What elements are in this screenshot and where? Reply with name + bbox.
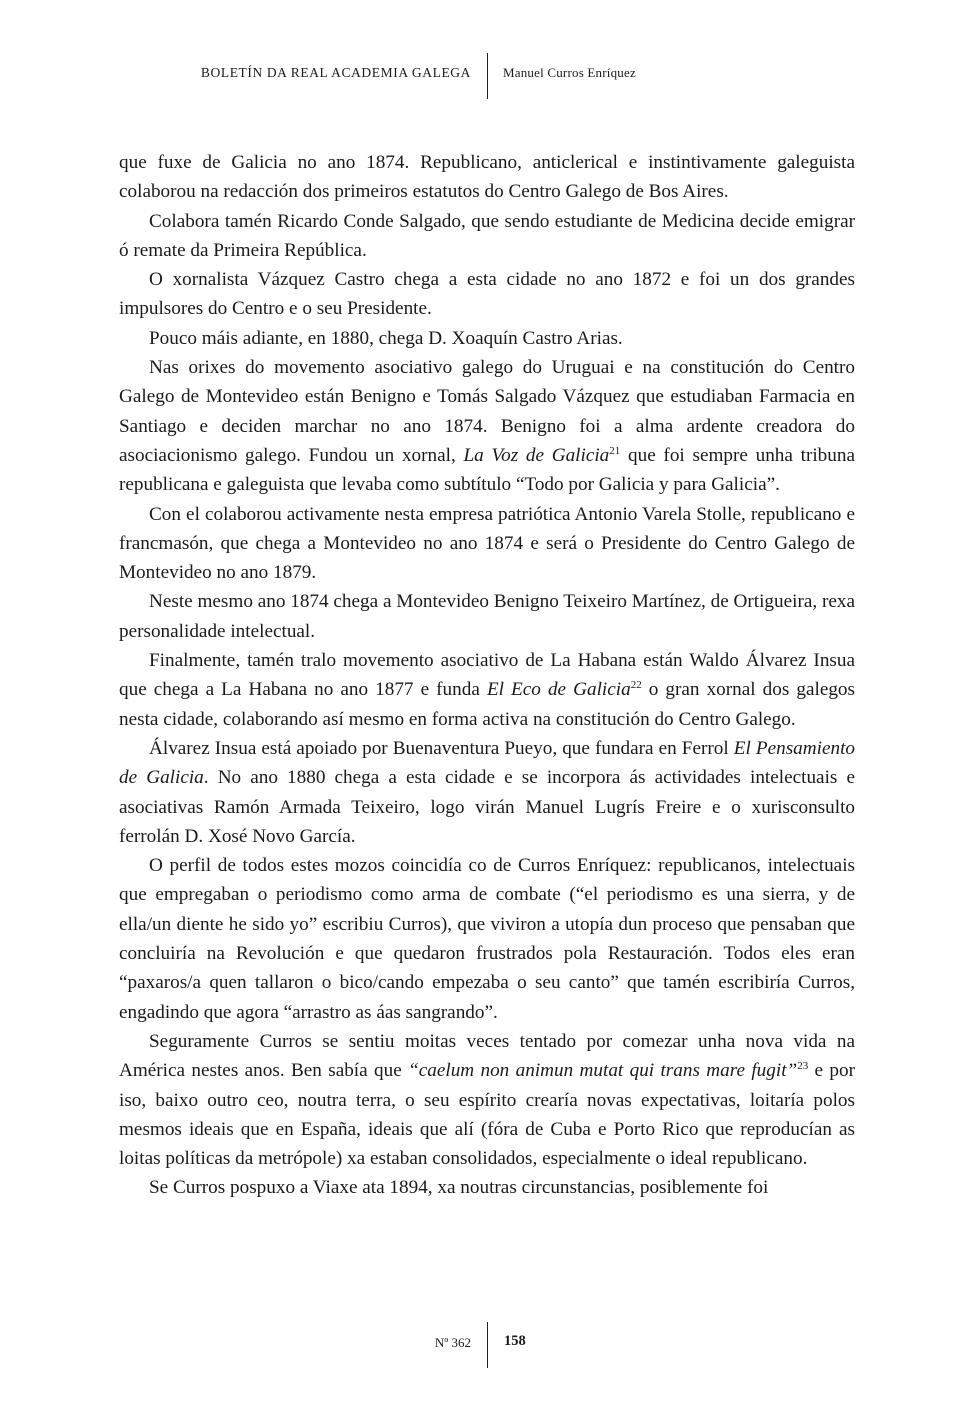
footnote-marker: 23 — [797, 1060, 809, 1073]
paragraph — [119, 587, 855, 646]
text-run: O perfil de todos estes mozos coincidía co de Curros Enríquez: republicanos, intelectuais que empregaban o periodismo como arma de combate (“el periodismo es una sierra, y de ella/un diente he sido yo” escribiu Curros), que viviron a utopía dun proceso que pensaban que concluiría na Revolución e que quedaron frustrados pola Restauración. Todos eles eran “paxaros/a quen tallaron o bico/cando empezaba o seu canto” que tamén escribiría Curros, engadindo que agora “arrastro as áas sangrando”. — [119, 855, 855, 1023]
text-run: Álvarez Insua está apoiado por Buenaventura Pueyo, que fundara en Ferrol — [149, 737, 734, 759]
paragraph — [119, 148, 855, 207]
italic-title: El Pensamiento de Galicia — [119, 737, 855, 789]
article-title: Manuel Curros Enríquez — [503, 65, 636, 80]
text-run: Pouco máis adiante, en 1880, chega D. Xoaquín Castro Arias. — [149, 327, 623, 349]
article-body — [119, 148, 855, 1203]
paragraph — [119, 353, 855, 499]
paragraph — [119, 500, 855, 588]
italic-title: La Voz de Galicia — [463, 444, 610, 466]
issue-number: Nº 362 — [434, 1335, 471, 1350]
italic-title: “caelum non animun mutat qui trans mare fugit” — [408, 1060, 798, 1082]
paragraph — [119, 265, 855, 324]
footnote-marker: 22 — [630, 679, 642, 692]
text-run: o gran xornal dos galegos nesta cidade, colaborando así mesmo en forma activa na constitución do Centro Galego. — [119, 679, 855, 730]
footer-divider — [487, 1322, 488, 1368]
text-run: Se Curros pospuxo a Viaxe ata 1894, xa noutras circunstancias, posiblemente foi — [149, 1177, 769, 1199]
text-run: O xornalista Vázquez Castro chega a esta cidade no ano 1872 e foi un dos grandes impulsores do Centro e o seu Presidente. — [119, 269, 855, 320]
text-run: e por iso, baixo outro ceo, noutra terra, o seu espírito crearía novas expectativas, loitaría polos mesmos ideais que en España, ideais que alí (fóra de Cuba e Porto Rico que reproducían as loitas políticas da metrópole) xa estaban consolidados, especialmente o ideal republicano. — [119, 1060, 856, 1170]
text-run: Neste mesmo ano 1874 chega a Montevideo Benigno Teixeiro Martínez, de Ortigueira, rexa personalidade intelectual. — [119, 591, 855, 642]
paragraph — [119, 646, 855, 734]
paragraph — [119, 324, 855, 353]
italic-title: El Eco de Galicia — [486, 679, 631, 701]
page-number: 158 — [504, 1333, 526, 1349]
text-run: Con el colaborou activamente nesta empresa patriótica Antonio Varela Stolle, republicano e francmasón, que chega a Montevideo no ano 1874 e será o Presidente do Centro Galego de Montevideo no ano 1879. — [119, 503, 855, 584]
text-run: Finalmente, tamén tralo movemento asociativo de La Habana están Waldo Álvarez Insua que chega a La Habana no ano 1877 e funda — [119, 650, 855, 701]
text-run: que fuxe de Galicia no ano 1874. Republicano, anticlerical e instintivamente galeguista colaborou na redacción dos primeiros estatutos do Centro Galego de Bos Aires. — [119, 152, 855, 203]
footnote-marker: 21 — [609, 444, 621, 457]
journal-title: BOLETÍN DA REAL ACADEMIA GALEGA — [200, 65, 471, 80]
text-run: Colabora tamén Ricardo Conde Salgado, que sendo estudiante de Medicina decide emigrar ó remate da Primeira República. — [119, 210, 855, 261]
paragraph — [119, 734, 855, 851]
page-footer — [0, 1322, 975, 1368]
header-divider — [487, 53, 488, 99]
text-run: que foi sempre unha tribuna republicana e galeguista que levaba como subtítulo “Todo por Galicia y para Galicia”. — [119, 444, 855, 496]
paragraph — [119, 1027, 855, 1173]
paragraph — [119, 851, 855, 1027]
text-run: . No ano 1880 chega a esta cidade e se incorpora ás actividades intelectuais e asociativas Ramón Armada Teixeiro, logo virán Manuel Lugrís Freire e o xurisconsulto ferrolán D. Xosé Novo García. — [119, 767, 855, 847]
paragraph — [119, 1173, 855, 1202]
paragraph — [119, 207, 855, 266]
running-header — [0, 53, 975, 99]
text-run: Nas orixes do movemento asociativo galego do Uruguai e na constitución do Centro Galego de Montevideo están Benigno e Tomás Salgado Vázquez que estudiaban Farmacia en Santiago e deciden marchar no ano 1874. Benigno foi a alma ardente creadora do asociacionismo galego. Fundou un xornal, — [119, 357, 855, 466]
text-run: Seguramente Curros se sentiu moitas veces tentado por comezar unha nova vida na América nestes anos. Ben sabía que — [119, 1030, 855, 1082]
